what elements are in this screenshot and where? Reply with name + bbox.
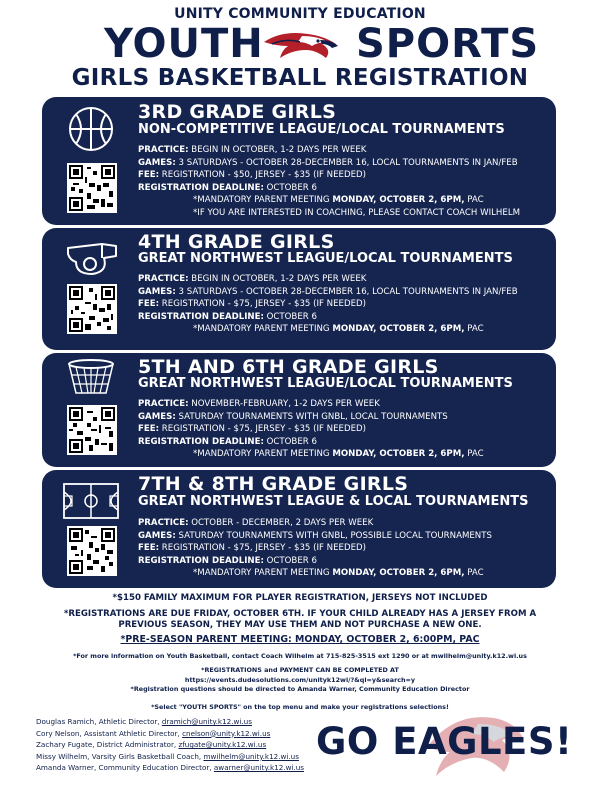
select-youth-sports-note: *Select "YOUTH SPORTS" on the top menu and make your registrations selections! [151,703,449,711]
deadline-line: REGISTRATION DEADLINE: OCTOBER 6 [138,182,317,193]
page-subtitle: GIRLS BASKETBALL REGISTRATION [71,65,529,91]
preseason-meeting-note: *PRE-SEASON PARENT MEETING: MONDAY, OCTOBER 2, 6:00PM, PAC [120,634,480,645]
basketball-court-icon [62,478,120,526]
email-link[interactable]: mwilhelm@unity.k12.wi.us [203,751,299,761]
online-registration-note [0,666,600,695]
league-title: GREAT NORTHWEST LEAGUE/LOCAL TOURNAMENTS [138,251,513,266]
meeting-line: *MANDATORY PARENT MEETING MONDAY, OCTOBER 2, 6PM, PAC [193,449,484,460]
go-eagles-slogan: GO EAGLES! [316,720,573,763]
contact-item: Amanda Warner, Community Education Director, awarner@unity.k12.wi.us [36,763,305,773]
panel-3rd-grade [42,97,556,225]
practice-line: PRACTICE: BEGIN IN OCTOBER, 1-2 DAYS PER WEEK [138,145,367,155]
qr-code[interactable] [67,163,117,213]
contact-item: Missy Wilhelm, Varsity Girls Basketball Coach, mwilhelm@unity.k12.wi.us [36,751,299,761]
contact-list [36,716,304,774]
contact-item: Zachary Fugate, District Administrator, zfugate@unity.k12.wi.us [36,740,267,750]
games-line: GAMES: 3 SATURDAYS - OCTOBER 28-DECEMBER 16, LOCAL TOURNAMENTS IN JAN/FEB [138,286,518,297]
league-title: GREAT NORTHWEST LEAGUE/LOCAL TOURNAMENTS [138,376,513,391]
eagle-logo-icon [262,28,342,62]
online-registration-line: *REGISTRATIONS and PAYMENT CAN BE COMPLETED AT [201,666,399,674]
grade-title: 4TH GRADE GIRLS [138,231,335,253]
contact-item: Douglas Ramich, Athletic Director, dramich@unity.k12.wi.us [36,717,252,726]
title-sports: SPORTS [356,21,540,67]
league-title: NON-COMPETITIVE LEAGUE/LOCAL TOURNAMENTS [138,122,505,137]
email-link[interactable]: zfugate@unity.k12.wi.us [178,740,267,750]
games-line: GAMES: SATURDAY TOURNAMENTS WITH GNBL, POSSIBLE LOCAL TOURNAMENTS [138,530,492,541]
deadline-line: REGISTRATION DEADLINE: OCTOBER 6 [138,436,317,447]
panel-details [138,273,518,336]
basketball-icon [62,105,120,153]
contact-item: Cory Nelson, Assistant Athletic Director, cnelson@unity.k12.wi.us [36,728,271,738]
grade-title: 7TH & 8TH GRADE GIRLS [138,473,409,495]
games-line: GAMES: 3 SATURDAYS - OCTOBER 28-DECEMBER 16, LOCAL TOURNAMENTS IN JAN/FEB [138,157,518,168]
panel-details [138,398,484,461]
title-youth: YOUTH [104,21,264,67]
games-line: GAMES: SATURDAY TOURNAMENTS WITH GNBL, LOCAL TOURNAMENTS [138,411,448,422]
family-maximum-note: *$150 FAMILY MAXIMUM FOR PLAYER REGISTRATION, JERSEYS NOT INCLUDED [112,593,488,603]
qr-code[interactable] [67,526,117,576]
email-link[interactable]: cnelson@unity.k12.wi.us [182,728,271,738]
qr-code[interactable] [67,284,117,334]
fee-line: FEE: REGISTRATION - $50, JERSEY - $35 (IF NEEDED) [138,170,366,181]
deadline-line: REGISTRATION DEADLINE: OCTOBER 6 [138,311,317,322]
meeting-line: *MANDATORY PARENT MEETING MONDAY, OCTOBER 2, 6PM, PAC [193,324,484,335]
qr-code[interactable] [67,405,117,455]
grade-title: 5TH AND 6TH GRADE GIRLS [138,356,439,378]
deadline-line: REGISTRATION DEADLINE: OCTOBER 6 [138,555,317,566]
fee-line: FEE: REGISTRATION - $75, JERSEY - $35 (IF NEEDED) [138,424,366,435]
basketball-net-icon [62,357,120,405]
email-link[interactable]: dramich@unity.k12.wi.us [161,717,252,726]
qr-code-graphic [69,407,115,453]
registration-link[interactable]: https://events.dudesolutions.com/unityk12wi/?&ql=y&search=y [184,675,416,684]
whistle-icon [62,234,120,282]
header [0,6,600,91]
fee-line: FEE: REGISTRATION - $75, JERSEY - $35 (IF NEEDED) [138,299,366,310]
qr-code-graphic [69,528,115,574]
practice-line: PRACTICE: NOVEMBER-FEBRUARY, 1-2 DAYS PER WEEK [138,399,380,409]
due-date-note: *REGISTRATIONS ARE DUE FRIDAY, OCTOBER 6TH. IF YOUR CHILD ALREADY HAS A JERSEY FROM A PREVIOUS SEASON, THEY MAY USE THEM AND NOT PURCHASE A NEW ONE. [63,609,537,630]
league-title: GREAT NORTHWEST LEAGUE & LOCAL TOURNAMENTS [138,494,529,509]
title-row [0,21,600,67]
fee-line: FEE: REGISTRATION - $75, JERSEY - $35 (IF NEEDED) [138,543,366,554]
coaching-note: *IF YOU ARE INTERESTED IN COACHING, PLEASE CONTACT COACH WILHELM [193,207,521,218]
email-link[interactable]: awarner@unity.k12.wi.us [213,763,305,773]
questions-note: *Registration questions should be directed to Amanda Warner, Community Education Director [130,685,470,694]
grade-title: 3RD GRADE GIRLS [138,101,337,123]
practice-line: PRACTICE: BEGIN IN OCTOBER, 1-2 DAYS PER WEEK [138,274,367,284]
panel-4th-grade [42,228,556,350]
panel-7th-8th-grade [42,470,556,588]
panel-5th-6th-grade [42,353,556,467]
qr-code-graphic [69,165,115,211]
organization-name: UNITY COMMUNITY EDUCATION [174,6,426,22]
panel-details [138,517,492,580]
more-info-note: *For more information on Youth Basketball, contact Coach Wilhelm at 715-825-3515 ext 1290 or at mwilhelm@unity.k12.wi.us [73,652,527,660]
qr-code-graphic [69,286,115,332]
panel-details [138,144,520,220]
meeting-line: *MANDATORY PARENT MEETING MONDAY, OCTOBER 2, 6PM, PAC [193,195,484,206]
meeting-line: *MANDATORY PARENT MEETING MONDAY, OCTOBER 2, 6PM, PAC [193,568,484,579]
practice-line: PRACTICE: OCTOBER - DECEMBER, 2 DAYS PER WEEK [138,518,374,528]
